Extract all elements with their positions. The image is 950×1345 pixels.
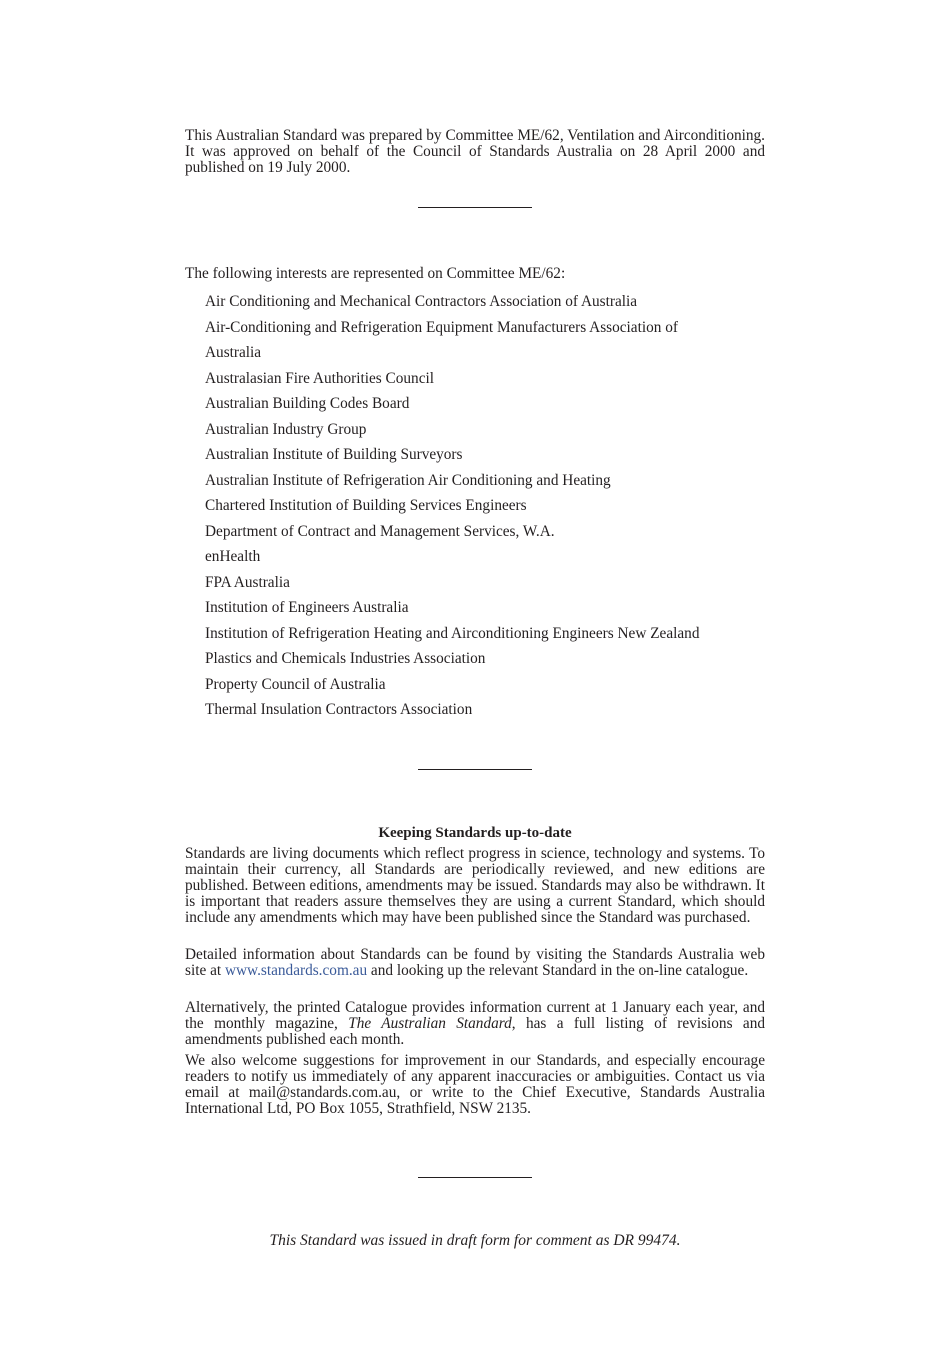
draft-footnote: This Standard was issued in draft form for comment as DR 99474. <box>269 1232 681 1249</box>
list-item: enHealth <box>205 548 261 565</box>
list-item: Air-Conditioning and Refrigeration Equipment Manufacturers Association of <box>205 318 678 336</box>
list-item: Department of Contract and Management Services, W.A. <box>205 522 555 540</box>
list-item: Thermal Insulation Contractors Association <box>205 701 473 718</box>
list-item: Australia <box>205 344 262 361</box>
approval-statement: This Australian Standard was prepared by Committee ME/62, Ventilation and Airconditioning. It was approved on behalf of the Council of Standards Australia on 28 April 2000 and published on 19 July 2000. <box>185 127 765 176</box>
list-item: Australian Industry Group <box>205 420 367 438</box>
paragraph-text: , has a full listing of revisions and amendments published each month. <box>185 1015 765 1048</box>
list-item: Institution of Engineers Australia <box>205 599 409 616</box>
list-item: Institution of Refrigeration Heating and Airconditioning Engineers New Zealand <box>205 624 700 642</box>
interests-list <box>205 289 785 723</box>
divider-rule <box>418 769 532 770</box>
list-item: Property Council of Australia <box>205 675 386 693</box>
list-item: Australian Institute of Refrigeration Air Conditioning and Heating <box>205 471 611 489</box>
paragraph-suggestions: We also welcome suggestions for improvement in our Standards, and especially encourage readers to notify us immediately of any apparent inaccuracies or ambiguities. Contact us via email at mail@standards.com.au, or write to the Chief Executive, Standards Australia International Ltd, PO Box 1055, Strathfield, NSW 2135. <box>185 1052 765 1117</box>
magazine-title: The Australian Standard <box>348 1015 512 1032</box>
paragraph-text: Alternatively, the printed Catalogue provides information current at 1 January each year, and the monthly magazine, <box>185 999 765 1032</box>
paragraph-text: Detailed information about Standards can be found by visiting the Standards Australia web site at <box>185 946 765 979</box>
paragraph-website-info <box>185 947 765 979</box>
list-item: Australian Building Codes Board <box>205 395 410 412</box>
list-item: Air Conditioning and Mechanical Contractors Association of Australia <box>205 293 638 310</box>
paragraph-living-documents: Standards are living documents which reflect progress in science, technology and systems. To maintain their currency, all Standards are periodically reviewed, and new editions are published. Between editions, amendments may be issued. Standards may also be withdrawn. It is important that readers assure themselves they are using a current Standard, which should include any amendments which may have been published since the Standard was purchased. <box>185 845 765 926</box>
list-item: Chartered Institution of Building Services Engineers <box>205 497 527 514</box>
divider-rule <box>418 1177 532 1178</box>
website-link[interactable]: www.standards.com.au <box>224 962 368 979</box>
list-item: Australian Institute of Building Surveyors <box>205 446 463 463</box>
list-item: Australasian Fire Authorities Council <box>205 369 434 387</box>
list-item: Plastics and Chemicals Industries Association <box>205 650 486 667</box>
paragraph-text: and looking up the relevant Standard in the on-line catalogue. <box>367 962 749 979</box>
divider-rule <box>418 207 532 208</box>
interests-intro: The following interests are represented on Committee ME/62: <box>185 265 566 282</box>
section-heading: Keeping Standards up-to-date <box>378 825 572 841</box>
list-item: FPA Australia <box>205 573 290 591</box>
paragraph-catalogue <box>185 1000 765 1048</box>
